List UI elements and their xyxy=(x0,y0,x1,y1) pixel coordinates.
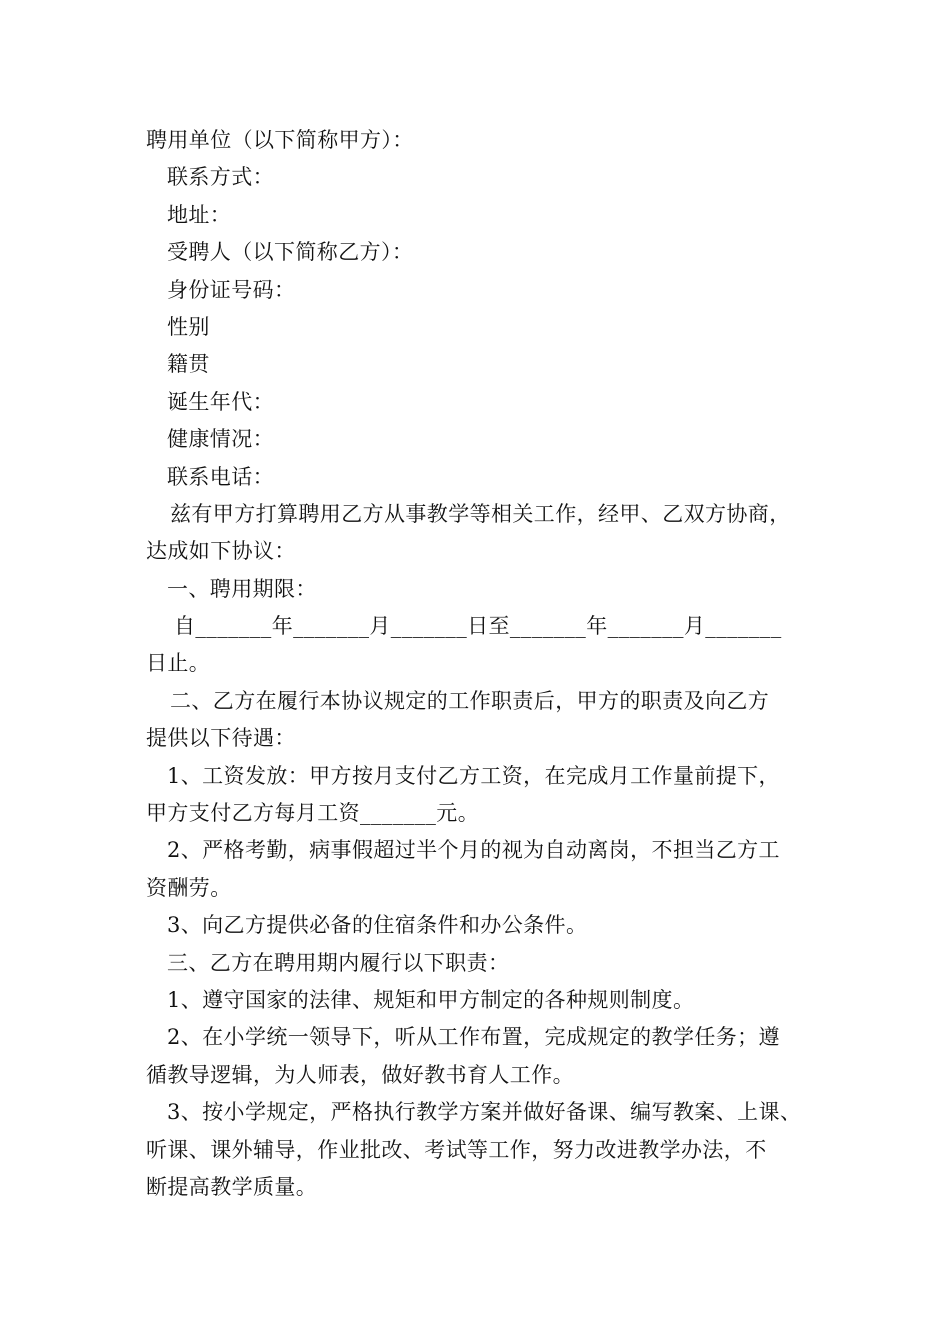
birth-date-line: 诞生年代： xyxy=(167,389,274,414)
list-item: 甲方支付乙方每月工资_______元。 xyxy=(146,801,480,826)
list-item: 断提高教学质量。 xyxy=(146,1174,318,1199)
list-item: 1、工资发放：甲方按月支付乙方工资，在完成月工作量前提下， xyxy=(167,763,780,788)
list-item: 3、向乙方提供必备的住宿条件和办公条件。 xyxy=(167,913,588,938)
native-place-line: 籍贯 xyxy=(167,352,210,377)
list-item: 2、在小学统一领导下，听从工作布置，完成规定的教学任务；遵 xyxy=(167,1025,780,1050)
employer-line: 聘用单位（以下简称甲方）： xyxy=(146,128,414,152)
paragraph-line: 兹有甲方打算聘用乙方从事教学等相关工作，经甲、乙双方协商， xyxy=(170,501,791,526)
paragraph-line: 提供以下待遇： xyxy=(146,726,296,751)
paragraph-line: 达成如下协议： xyxy=(146,539,296,564)
list-item: 3、按小学规定，严格执行教学方案并做好备课、编写教案、上课、 xyxy=(167,1100,802,1125)
address-line: 地址： xyxy=(167,202,232,227)
list-item: 2、严格考勤，病事假超过半个月的视为自动离岗，不担当乙方工 xyxy=(167,838,780,863)
list-item: 听课、课外辅导，作业批改、考试等工作，努力改进教学办法，不 xyxy=(146,1137,767,1162)
gender-line: 性别 xyxy=(167,314,210,339)
list-item: 资酬劳。 xyxy=(146,875,232,900)
contract-body xyxy=(146,122,826,1206)
section-heading: 二、乙方在履行本协议规定的工作职责后，甲方的职责及向乙方 xyxy=(170,688,770,713)
contact-method-line: 联系方式： xyxy=(167,165,274,190)
section-heading: 三、乙方在聘用期内履行以下职责： xyxy=(167,950,510,975)
phone-line: 联系电话： xyxy=(167,464,274,489)
section-heading: 一、聘用期限： xyxy=(167,576,317,601)
list-item: 循教导逻辑，为人师表，做好教书育人工作。 xyxy=(146,1062,574,1087)
list-item: 1、遵守国家的法律、规矩和甲方制定的各种规则制度。 xyxy=(167,987,695,1012)
id-number-line: 身份证号码： xyxy=(167,277,296,302)
employee-line: 受聘人（以下简称乙方）： xyxy=(167,240,414,265)
term-period-line: 日止。 xyxy=(146,651,211,676)
term-period-line: 自_______年_______月_______日至_______年_______月_______ xyxy=(174,614,782,639)
health-line: 健康情况： xyxy=(167,427,274,452)
